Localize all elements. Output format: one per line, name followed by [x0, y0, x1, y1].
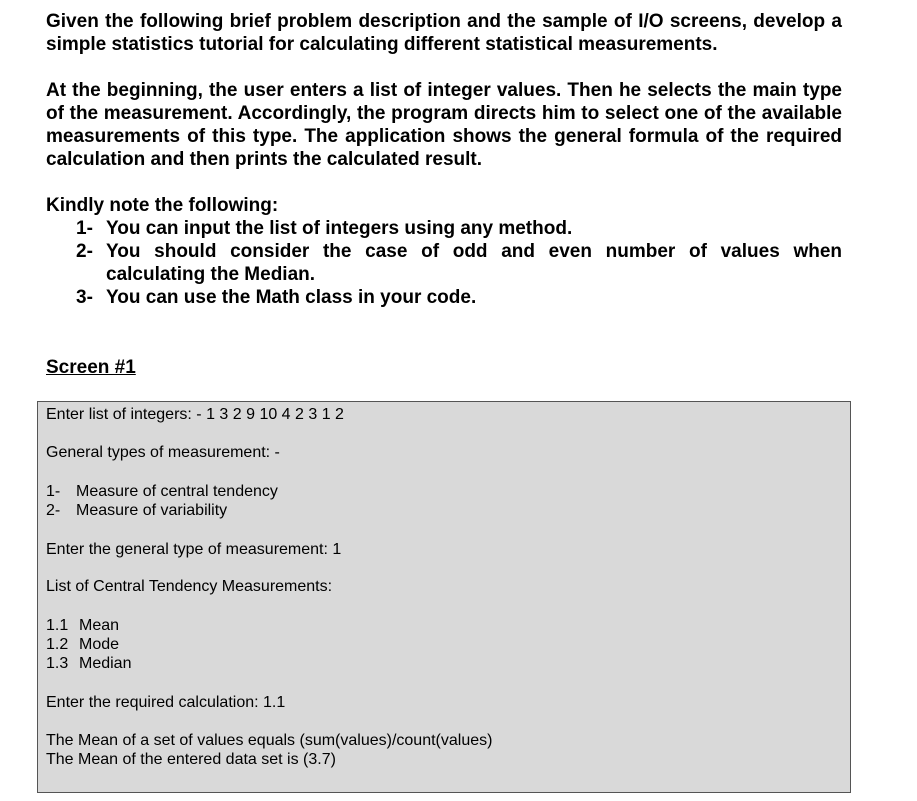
note-item: [76, 240, 842, 286]
console-option-number: 1-: [46, 483, 61, 500]
note-item: [76, 217, 842, 240]
console-option-number: 1.3: [46, 655, 69, 672]
note-number: 1-: [76, 218, 93, 239]
note-text: You should consider the case of odd and even number of values when calculating the Median.: [106, 241, 842, 285]
screen-title: Screen #1: [46, 357, 136, 378]
console-option-number: 1.1: [46, 617, 69, 634]
console-option-label: Median: [79, 655, 132, 672]
console-screen: [37, 401, 851, 793]
console-option-label: Mode: [79, 636, 120, 653]
notes-list: [76, 217, 842, 309]
console-central-heading: List of Central Tendency Measurements:: [46, 578, 333, 595]
console-option-label: Measure of variability: [76, 502, 228, 519]
console-general-types-heading: General types of measurement: -: [46, 444, 280, 461]
console-option-label: Mean: [79, 617, 120, 634]
note-text: You can use the Math class in your code.: [106, 287, 477, 308]
console-formula-line: The Mean of a set of values equals (sum(values)/count(values): [46, 732, 493, 749]
console-option-number: 1.2: [46, 636, 69, 653]
note-text: You can input the list of integers using any method.: [106, 218, 573, 239]
notes-heading: Kindly note the following:: [46, 195, 279, 216]
console-enter-type-line: Enter the general type of measurement: 1: [46, 541, 342, 558]
console-option-label: Measure of central tendency: [76, 483, 278, 500]
description-paragraph: At the beginning, the user enters a list of integer values. Then he selects the main type of the measurement. Accordingly, the program directs him to select one of the available measurements of this type. The application shows the general formula of the required calculation and then prints the calculated result.: [46, 80, 842, 170]
note-item: [76, 286, 842, 309]
note-number: 3-: [76, 287, 93, 308]
note-number: 2-: [76, 241, 93, 262]
intro-paragraph: Given the following brief problem description and the sample of I/O screens, develop a simple statistics tutorial for calculating different statistical measurements.: [46, 11, 842, 55]
console-option-number: 2-: [46, 502, 61, 519]
console-enter-list-line: Enter list of integers: - 1 3 2 9 10 4 2 3 1 2: [46, 406, 344, 423]
console-enter-calc-line: Enter the required calculation: 1.1: [46, 694, 286, 711]
console-result-line: The Mean of the entered data set is (3.7): [46, 751, 336, 768]
